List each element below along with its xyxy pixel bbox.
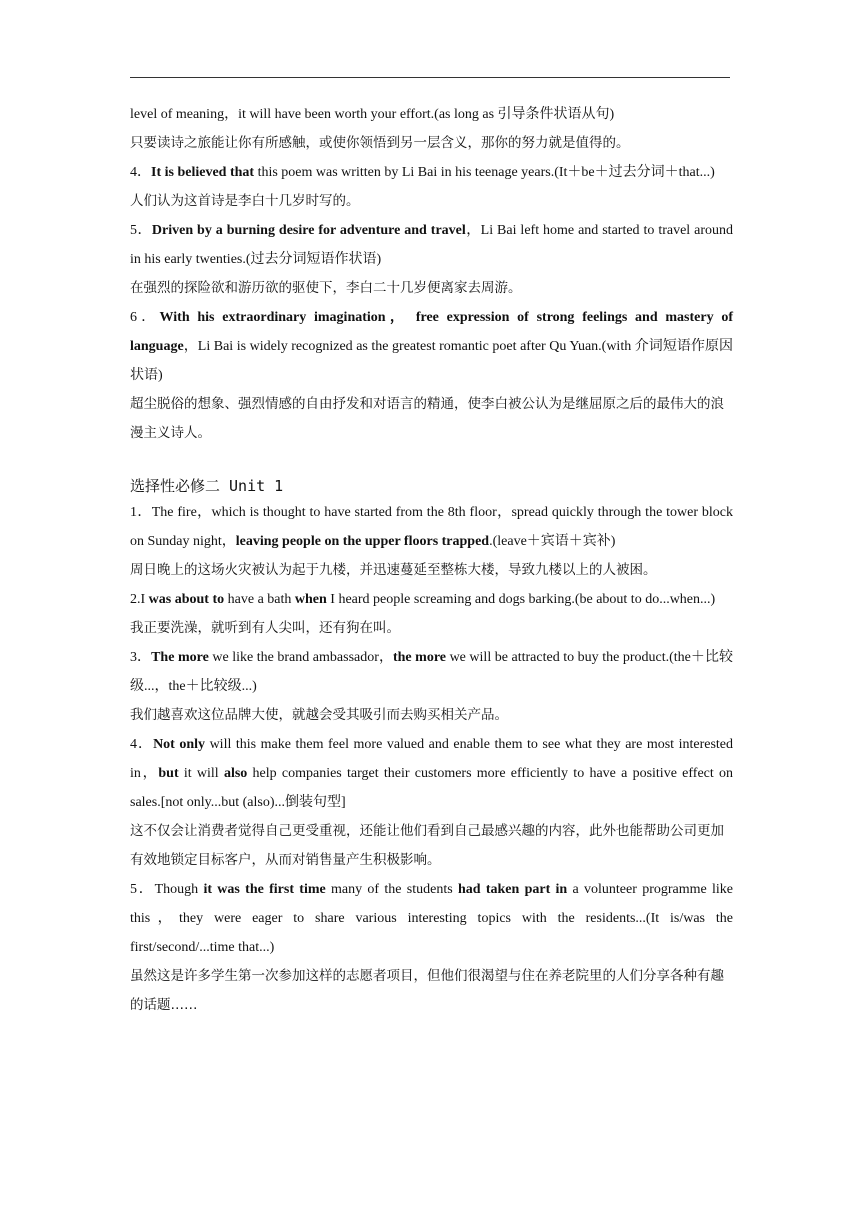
key-phrase: but — [158, 766, 179, 781]
sentence-text: we will be attracted to buy the product.(the＋比较级...，the＋比较级...) — [130, 650, 734, 694]
sentence-5-english — [130, 216, 733, 274]
sentence-text: this poem was written by Li Bai in his teenage years.(It＋be＋过去分词＋that...) — [254, 165, 715, 180]
item-number: 3． — [130, 650, 152, 665]
sentence-text: 5．Though — [130, 882, 204, 897]
unit1-sentence-1-chinese: 周日晚上的这场火灾被认为起于九楼，并迅速蔓延至整栋大楼，导致九楼以上的人被困。 — [130, 562, 657, 578]
sentence-text: a volunteer programme like this，they were eager to share various interesting topics with the residents...(It is/was the first/second/...time that...) — [130, 882, 734, 955]
sentence-text: we like the brand ambassador， — [208, 650, 393, 665]
unit1-sentence-5-english — [130, 875, 733, 962]
key-phrase: was about to — [148, 592, 225, 607]
sentence-6-english — [130, 303, 733, 390]
key-phrase: With his extraordinary imagination， free expression of strong feelings and mastery of language — [130, 310, 734, 354]
sentence-5-chinese: 在强烈的探险欲和游历欲的驱使下，李白二十几岁便离家去周游。 — [130, 280, 522, 296]
sentence-text: help companies target their customers more efficiently to have a positive effect on sales.[not only...but (also)...倒装句型] — [130, 766, 734, 810]
key-phrase: Driven by a burning desire for adventure and travel — [151, 223, 466, 238]
key-phrase: it was the first time — [203, 882, 326, 897]
item-number: 4． — [130, 737, 154, 752]
key-phrase: Not only — [153, 737, 206, 752]
key-phrase: also — [223, 766, 248, 781]
key-phrase: had taken part in — [457, 882, 568, 897]
sentence-text: ，Li Bai left home and started to travel around in his early twenties.(过去分词短语作状语) — [130, 223, 734, 267]
sentence-4-english — [130, 158, 733, 187]
document-body — [130, 100, 733, 1020]
key-phrase: when — [294, 592, 327, 607]
unit1-sentence-5-chinese: 虽然这是许多学生第一次参加这样的志愿者项目，但他们很渴望与住在养老院里的人们分享各种有趣的话题…… — [130, 968, 724, 1013]
sentence-text: 2.I — [130, 592, 149, 607]
sentence-3-chinese: 只要读诗之旅能让你有所感触，或使你领悟到另一层含义，那你的努力就是值得的。 — [130, 135, 630, 151]
unit1-sentence-4-chinese: 这不仅会让消费者觉得自己更受重视，还能让他们看到自己最感兴趣的内容，此外也能帮助公司更加有效地锁定目标客户，从而对销售量产生积极影响。 — [130, 823, 724, 868]
section-heading: 选择性必修二 Unit 1 — [130, 477, 284, 495]
sentence-text: have a bath — [224, 592, 295, 607]
item-number: 4． — [130, 165, 151, 180]
unit1-sentence-3-english — [130, 643, 733, 701]
sentence-text: many of the students — [325, 882, 458, 897]
unit1-sentence-2-english — [130, 585, 733, 614]
sentence-text: it will — [178, 766, 224, 781]
key-phrase: The more — [151, 650, 209, 665]
sentence-text: will this make them feel more valued and enable them to see what they are most interested in， — [130, 737, 733, 781]
sentence-text: ，Li Bai is widely recognized as the greatest romantic poet after Qu Yuan.(with 介词短语作原因状语) — [130, 339, 733, 383]
sentence-text: I heard people screaming and dogs barking.(be about to do...when...) — [326, 592, 716, 607]
header-rule — [130, 77, 730, 78]
item-number: 5． — [130, 223, 152, 238]
key-phrase: leaving people on the upper floors trapped — [235, 534, 490, 549]
key-phrase: It is believed that — [151, 165, 255, 180]
unit1-sentence-3-chinese: 我们越喜欢这位品牌大使，就越会受其吸引而去购买相关产品。 — [130, 707, 508, 723]
sentence-text: 1．The fire，which is thought to have started from the 8th floor，spread quickly through the tower block on Sunday night， — [130, 505, 733, 549]
item-number: 6． — [130, 310, 160, 325]
sentence-text: .(leave＋宾语＋宾补) — [489, 534, 616, 549]
unit1-sentence-1-english — [130, 498, 733, 556]
key-phrase: the more — [392, 650, 447, 665]
sentence-4-chinese: 人们认为这首诗是李白十几岁时写的。 — [130, 193, 360, 209]
sentence-3-english-tail: level of meaning，it will have been worth your effort.(as long as 引导条件状语从句) — [130, 107, 615, 122]
unit1-sentence-4-english — [130, 730, 733, 817]
sentence-6-chinese: 超尘脱俗的想象、强烈情感的自由抒发和对语言的精通，使李白被公认为是继屈原之后的最伟大的浪漫主义诗人。 — [130, 396, 724, 441]
unit1-sentence-2-chinese: 我正要洗澡，就听到有人尖叫，还有狗在叫。 — [130, 620, 400, 636]
